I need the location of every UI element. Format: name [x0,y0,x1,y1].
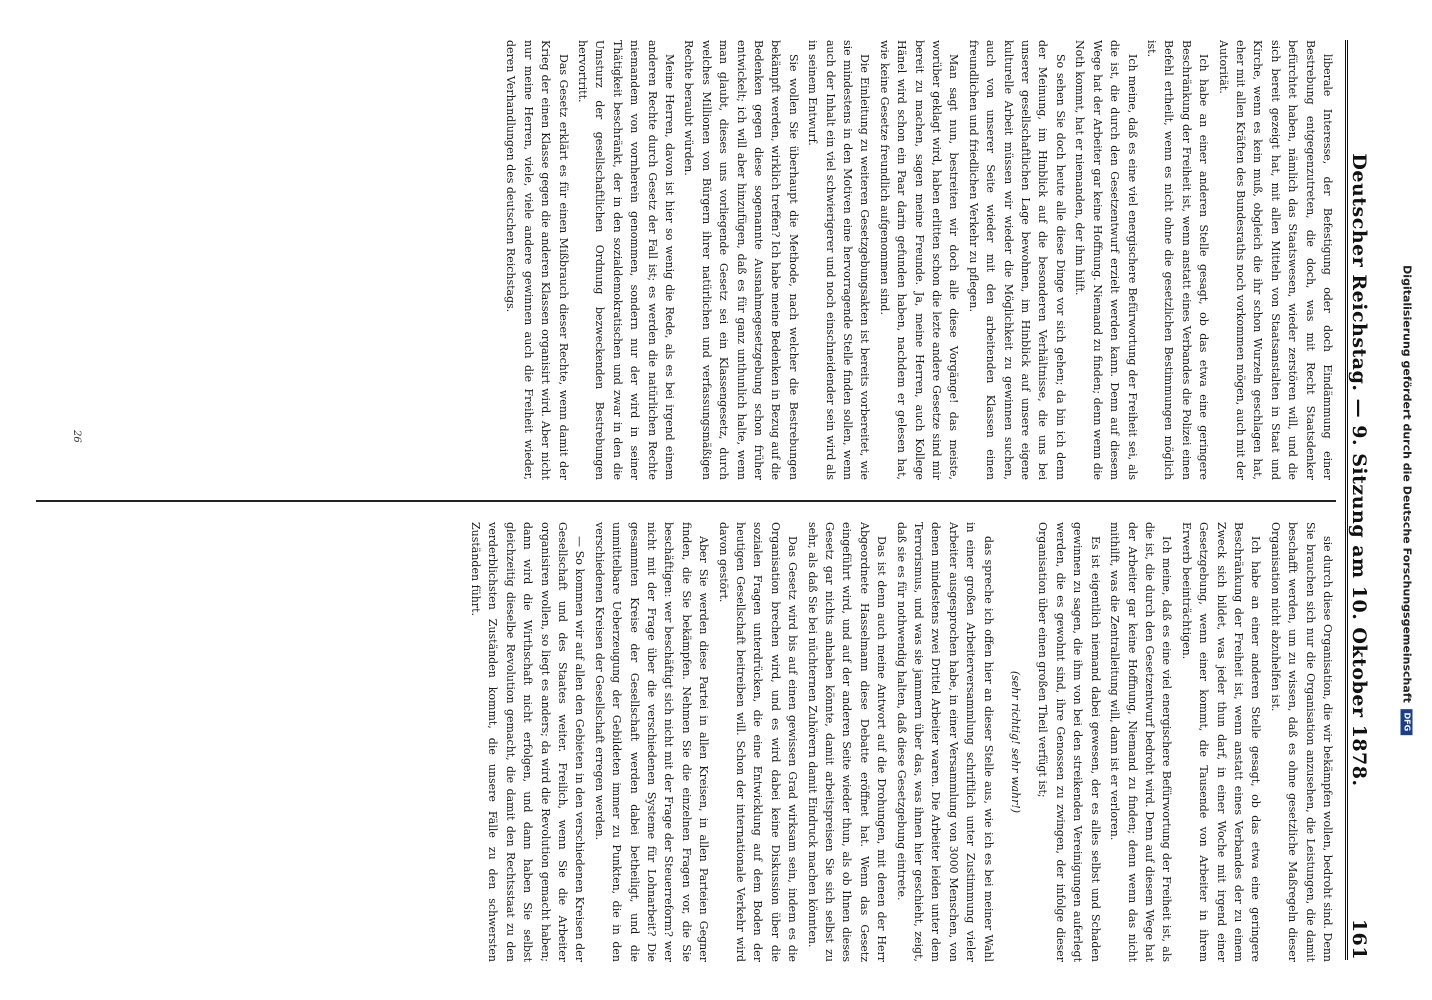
left-column [36,40,1336,480]
paragraph: Ich meine, daß es eine viel energischere Befürwortung der Freiheit sei, als die ist, die durch den Gesetzentwurf erzielt werden kann. Denn auf diesem Wege hat der Arbeiter gar keine Hoffnung. Niemand zu finden; denn wenn die Noth kommt, hat er niemanden, der ihm hilft. [1073,40,1139,480]
paragraph: das spreche ich offen hier an dieser Stelle aus, wie ich es bei meiner Wahl in einer großen Arbeiterversammlung schriftlich unter Zustimmung vieler Arbeiter ausgesprochen habe, in einer Versammlung von 3000 Menschen, von denen mindestens zwei Drittel Arbeiter waren. Die Arbeiter leiden unter dem Terrorismus, und was sie jammern über das, was ihnen hier geschieht, zeigt, daß sie es für nothwendig halten, daß diese Gesetzgebung eintrete. [894,522,995,962]
paragraph: liberale Interesse, der Befestigung oder doch Eindämmung einer Bestrebung entgegenzutreten, die doch, was mit Recht Staatsdenker befürchtet haben, nämlich das Staatswesen, wieder zerstören will, und die sich bereit gezeigt hat, mit allen Mitteln von Staatsanstalten in Staat und Kirche, wenn es kein muß, obgleich die ihr schon Wurzeln geschlagen hat, eher mit allen Kräften des Bundesraths noch vorkommen mögen, auch mit der Autorität. [1216,40,1334,480]
right-column [36,522,1336,962]
paragraph: Meine Herren, davon ist hier so wenig die Rede, als es bei irgend einem anderen Rechte durch Gesetz der Fall ist; es werden die natürlichen Rechte niemandem von vornherein genommen, sondern nur der wird in seiner Thätigkeit beschränkt, der in den sozialdemokratischen und zwar in den die Umsturz der gesellschaftlichen Ordnung bezweckenden Bestrebungen hervortritt. [575,40,676,480]
paragraph: So sehen Sie doch heute alle diese Dinge vor sich gehen; da bin ich denn der Meinung, im Hinblick auf die besonderen Verhältnisse, die uns bei unserer gesellschaftlichen Lage bewohnen, im Hinblick auf unsere eigene kulturelle Arbeit müssen wir wieder die Möglichkeit zu gewinnen suchen, auch von unserer Seite wieder mit den arbeitenden Klassen einen freundlichen und friedlichen Verkehr zu pflegen. [966,40,1067,480]
paragraph: Das ist denn auch meine Antwort auf die Drohungen, mit denen der Herr Abgeordnete Hasselmann diese Debatte eröffnet hat. Wenn das Gesetz eingeführt wird, und auf der anderen Seite wieder thun, als ob Ihnen dieses Gesetz gar nichts anhaben könnte, damit arbeitspreisen Sie sich selbst zu sehr, als daß Sie bei nüchternen Zuhörern damit Eindruck machen könnten. [805,522,889,962]
paragraph: Ich meine, daß es eine viel energischere Befürwortung der Freiheit ist, als die ist, die durch den Gesetzentwurf bedroht wird. Denn auf diesem Wege hat der Arbeiter gar keine Hoffnung, Niemand zu finden; denn wenn das nicht mithilft, was die Zentralleitung will, dann ist er verloren. [1108,522,1174,962]
paragraph: sie durch diese Organisation, die wir bekämpfen wollen, bedroht sind. Denn Sie brauchen sich nur die Organisation anzusehen, die Leistungen, die damit beschafft werden, um zu wissen, daß es ohne gesetzliche Maßregeln dieser Organisation nicht abzuhelfen ist. [1268,522,1334,962]
column-divider [36,500,1336,502]
page-title: Deutscher Reichstag. — 9. Sitzung am 10. Oktober 1878. [1348,153,1370,787]
signature-mark: 26 [71,430,82,443]
paragraph: Ich habe an einer anderen Stelle gesagt, ob das etwa eine geringere Beschränkung der Freiheit ist, wenn anstatt eines Verbandes der zu einem Zweck sich bildet, was jeder thun darf, in einer Woche mit irgend einer Gesetzgebung, wenn einer kommt, die Tausende von Arbeiter in ihrem Erwerb beeinträchtigen. [1179,522,1263,962]
paragraph: Ich habe an einer anderen Stelle gesagt, ob das etwa eine geringere Beschränkung der Freiheit ist, wenn anstatt eines Verbandes die Polizei einen Befehl ertheilt, wenn es nicht ohne die gesetzlichen Bestimmungen möglich ist. [1144,40,1211,480]
paragraph: Es ist eigentlich niemand dabei gewesen, der es alles selbst und Schaden gewinnen zu sagen, die ihm von bei den streikenden Vereinigungen auferlegt werden, die es gewohnt sind, ihre Genossen zu zwingen, der infolge dieser Organisation über einen großen Theil verfügt ist; [1036,522,1102,962]
paragraph: Sie wollen Sie überhaupt die Methode, nach welcher die Bestrebungen bekämpft werden, wirklich treffen? Ich habe meine Bedenken in Bezug auf die Bedenken gegen diese sogenannte Ausnahmegesetzgebung schon früher entwickelt; ich will aber hinzufügen, daß es für ganz unthunlich halte, wenn man glaubt, dieses uns vorliegende Gesetz sei ein Klassengesetz, durch welches Millionen von Bürgern ihrer natürlichen und verfassungsmäßigen Rechte beraubt würden. [682,40,800,480]
credit-text: Digitalisierung gefördert durch die Deutsche Forschungsgemeinschaft [1400,265,1414,703]
paragraph: Aber Sie werden diese Partei in allen Kreisen, in allen Parteien Gegner finden, die Sie bekämpfen. Nehmen Sie die einzelnen Fragen vor, die Sie beschäftigen: wer beschäftigt sich nicht mit der Frage der Steuerreform? wer nicht mit der Frage über die verschiedenen Systeme für Lohnarbeit? Die gesammten Kreise der Gesellschaft werden dabei betheiligt, und die unmittelbare Ueberzeugung der Gebildeten immer zu Punkten, die in den verschiedenen Kreisen der Gesellschaft erregen werden. [592,522,711,962]
paragraph: Das Gesetz wird bis auf einen gewissen Grad wirksam sein, indem es die Organisation brechen wird, und es wird dabei keine Diskussion über die sozialen Fragen unterdrücken, die eine Entwicklung auf dem Boden der heutigen Gesellschaft beitreiben will. Schon der internationale Verkehr wird davon gestört. [716,522,800,962]
page-number: 161 [1348,918,1370,960]
paragraph: — So kommen wir auf allen den Gebieten in den verschiedenen Kreisen der Gesellschaft und des Staates weiter. Freilich, wenn Sie die Arbeiter organisiren wollen, so liegt es anders; da wird die Revolution gemacht haben; dann wird die Wirthschaft nicht erfolgen, und dann haben Sie selbst gleichzeitig dieselbe Revolution gemacht, die damit den Rechtsstaat zu den verderblichsten Zuständen kommt, die unsere Fälle zu den schwersten Zuständen führt. [468,522,587,962]
interjection: (sehr richtig! sehr wahr!) [1009,670,1023,814]
dfg-logo-icon: DFG [1401,709,1413,735]
paragraph: Die Einleitung zu weiteren Gesetzgebungsakten ist bereits vorbereitet, wie sie mindestens in den Motiven eine hervorragende Stelle finden sollen, wenn auch der Inhalt ein viel schwierigerer und noch einschneidender sein wird als in seinem Entwurf. [806,40,872,480]
paragraph: Das Gesetz erklärt es für einen Mißbrauch dieser Rechte, wenn damit der Krieg der einen Klasse gegen die anderen Klassen organisirt wird. Aber nicht nur meine Herren, viele, viele andere gewinnen auch die Freiheit wieder, deren Verhandlungen des deutschen Reichstags. [504,40,570,480]
paragraph: Man sagt nun, bestreiten wir doch alle diese Vorgänge! das meiste, worüber geklagt wird, haben erlitten schon die lezte andere Gesetze sind mir bereit zu machen, sagen meine Freunde. Ja, meine Herren, auch Kollege Hänel wird schon ein Paar darin gefunden haben, nachdem er gelesen hat, wie keine Gesetze freundlich aufgenommen sind. [877,40,961,480]
digitization-credit [1382,0,1432,1000]
